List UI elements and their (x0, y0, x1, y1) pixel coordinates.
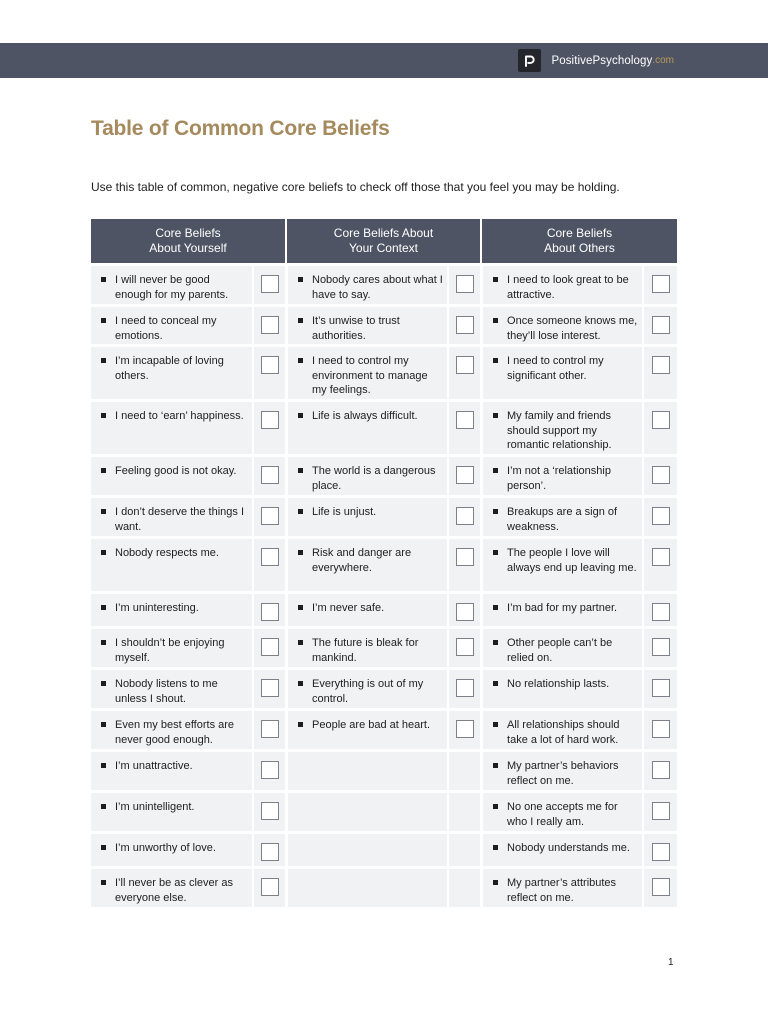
table-row (91, 498, 677, 536)
checkbox-cell (449, 711, 480, 749)
checkbox-cell (254, 594, 285, 626)
column-header-line: Core Beliefs About (333, 226, 434, 240)
bullet-icon (298, 722, 303, 727)
table-row (91, 307, 677, 344)
belief-checkbox[interactable] (261, 843, 279, 861)
bullet-icon (493, 509, 498, 514)
belief-text: I need to look great to be attractive. (507, 274, 629, 301)
checkbox-cell (254, 834, 285, 866)
belief-checkbox[interactable] (456, 275, 474, 293)
belief-cell (483, 752, 642, 790)
checkbox-cell (644, 670, 677, 708)
checkbox-cell (449, 457, 480, 495)
bullet-icon (101, 845, 106, 850)
bullet-icon (298, 605, 303, 610)
checkbox-cell (254, 752, 285, 790)
bullet-icon (298, 468, 303, 473)
belief-cell (483, 834, 642, 866)
belief-checkbox[interactable] (652, 843, 670, 861)
belief-text: Life is unjust. (312, 506, 377, 518)
belief-text: I’m bad for my partner. (507, 602, 618, 614)
belief-checkbox[interactable] (261, 411, 279, 429)
belief-checkbox[interactable] (456, 638, 474, 656)
checkbox-cell (644, 457, 677, 495)
bullet-icon (493, 468, 498, 473)
p-logo-icon (522, 53, 537, 68)
belief-checkbox[interactable] (456, 507, 474, 525)
checkbox-cell (644, 307, 677, 344)
bullet-icon (101, 277, 106, 282)
belief-cell (483, 498, 642, 536)
checkbox-cell (449, 498, 480, 536)
belief-text: I don’t deserve the things I want. (115, 506, 245, 533)
belief-cell (288, 498, 447, 536)
table-row (91, 402, 677, 454)
belief-cell (483, 629, 642, 667)
bullet-icon (298, 640, 303, 645)
column-header-line: About Yourself (149, 241, 227, 255)
page-number: 1 (668, 957, 674, 968)
checkbox-cell (449, 266, 480, 304)
belief-text: I’m unworthy of love. (115, 842, 216, 854)
belief-checkbox[interactable] (652, 507, 670, 525)
column-header-context (287, 219, 480, 263)
belief-text: I will never be good enough for my parents. (115, 274, 229, 301)
table-row (91, 711, 677, 749)
belief-checkbox[interactable] (261, 603, 279, 621)
belief-text: Nobody respects me. (115, 547, 219, 559)
belief-cell (91, 752, 252, 790)
belief-text: It’s unwise to trust authorities. (312, 315, 400, 342)
belief-checkbox[interactable] (261, 507, 279, 525)
bullet-icon (101, 640, 106, 645)
belief-text: All relationships should take a lot of hard work. (507, 719, 620, 746)
belief-text: Breakups are a sign of weakness. (507, 506, 618, 533)
checkbox-cell (644, 266, 677, 304)
table-row (91, 539, 677, 591)
checkbox-cell (449, 752, 480, 790)
bullet-icon (101, 681, 106, 686)
brand (518, 49, 674, 72)
bullet-icon (493, 722, 498, 727)
belief-cell (288, 307, 447, 344)
intro-text: Use this table of common, negative core beliefs to check off those that you feel you may be holding. (91, 180, 620, 194)
belief-cell (483, 266, 642, 304)
belief-checkbox[interactable] (652, 411, 670, 429)
belief-checkbox[interactable] (652, 802, 670, 820)
belief-cell (288, 594, 447, 626)
belief-checkbox[interactable] (652, 275, 670, 293)
column-header-line: Your Context (349, 241, 418, 255)
checkbox-cell (644, 752, 677, 790)
bullet-icon (101, 358, 106, 363)
table-row (91, 793, 677, 831)
belief-checkbox[interactable] (261, 679, 279, 697)
belief-cell (288, 793, 447, 831)
checkbox-cell (644, 402, 677, 454)
belief-text: My partner’s behaviors reflect on me. (507, 760, 619, 787)
checkbox-cell (644, 594, 677, 626)
checkbox-cell (644, 869, 677, 907)
belief-text: Feeling good is not okay. (115, 465, 237, 477)
brand-logo-icon (518, 49, 541, 72)
belief-cell (91, 834, 252, 866)
bullet-icon (298, 318, 303, 323)
belief-cell (483, 539, 642, 591)
checkbox-cell (254, 402, 285, 454)
belief-text: I’m not a ‘relationship person’. (507, 465, 611, 492)
belief-checkbox[interactable] (652, 603, 670, 621)
belief-text: I need to control my significant other. (507, 355, 604, 382)
belief-checkbox[interactable] (456, 679, 474, 697)
checkbox-cell (254, 711, 285, 749)
belief-cell (483, 457, 642, 495)
belief-text: Nobody understands me. (507, 842, 630, 854)
checkbox-cell (254, 498, 285, 536)
belief-checkbox[interactable] (652, 466, 670, 484)
belief-text: Life is always difficult. (312, 410, 418, 422)
top-bar (0, 43, 768, 78)
belief-cell (483, 869, 642, 907)
checkbox-cell (644, 711, 677, 749)
table-row (91, 869, 677, 907)
bullet-icon (101, 318, 106, 323)
belief-checkbox[interactable] (456, 548, 474, 566)
belief-text: Even my best efforts are never good enough. (115, 719, 235, 746)
belief-cell (91, 307, 252, 344)
belief-cell (288, 347, 447, 399)
belief-checkbox[interactable] (652, 679, 670, 697)
checkbox-cell (254, 307, 285, 344)
belief-checkbox[interactable] (652, 316, 670, 334)
bullet-icon (493, 318, 498, 323)
belief-text: My partner’s attributes reflect on me. (507, 877, 617, 904)
bullet-icon (493, 845, 498, 850)
belief-checkbox[interactable] (652, 638, 670, 656)
bullet-icon (493, 358, 498, 363)
belief-text: I’ll never be as clever as everyone else. (115, 877, 233, 904)
belief-checkbox[interactable] (261, 356, 279, 374)
belief-cell (91, 594, 252, 626)
checkbox-cell (644, 347, 677, 399)
belief-text: The future is bleak for mankind. (312, 637, 419, 664)
belief-text: I’m incapable of loving others. (115, 355, 224, 382)
belief-text: Nobody cares about what I have to say. (312, 274, 443, 301)
belief-cell (91, 498, 252, 536)
checkbox-cell (254, 793, 285, 831)
checkbox-cell (449, 347, 480, 399)
belief-cell (483, 711, 642, 749)
checkbox-cell (254, 869, 285, 907)
bullet-icon (493, 640, 498, 645)
belief-checkbox[interactable] (261, 548, 279, 566)
table-header (91, 219, 677, 263)
table-row (91, 834, 677, 866)
checkbox-cell (449, 307, 480, 344)
column-header-yourself (91, 219, 285, 263)
belief-checkbox[interactable] (456, 356, 474, 374)
column-header-others (482, 219, 677, 263)
table-body (91, 266, 677, 907)
bullet-icon (493, 277, 498, 282)
belief-checkbox[interactable] (261, 720, 279, 738)
bullet-icon (101, 413, 106, 418)
belief-cell (483, 594, 642, 626)
belief-checkbox[interactable] (456, 720, 474, 738)
bullet-icon (101, 509, 106, 514)
bullet-icon (101, 550, 106, 555)
column-header-line: Core Beliefs (155, 226, 221, 240)
bullet-icon (298, 413, 303, 418)
belief-text: Everything is out of my control. (312, 678, 424, 705)
belief-cell (288, 711, 447, 749)
bullet-icon (493, 763, 498, 768)
bullet-icon (101, 880, 106, 885)
bullet-icon (298, 550, 303, 555)
belief-text: I’m uninteresting. (115, 602, 199, 614)
page-title: Table of Common Core Beliefs (91, 117, 390, 140)
checkbox-cell (449, 834, 480, 866)
belief-text: The world is a dangerous place. (312, 465, 436, 492)
belief-cell (483, 307, 642, 344)
belief-cell (288, 869, 447, 907)
checkbox-cell (449, 869, 480, 907)
brand-tld: .com (652, 55, 674, 66)
belief-text: No relationship lasts. (507, 678, 610, 690)
table-row (91, 629, 677, 667)
belief-cell (91, 347, 252, 399)
bullet-icon (298, 681, 303, 686)
belief-cell (91, 629, 252, 667)
belief-text: I’m never safe. (312, 602, 385, 614)
checkbox-cell (254, 629, 285, 667)
belief-checkbox[interactable] (261, 275, 279, 293)
belief-cell (91, 869, 252, 907)
belief-checkbox[interactable] (261, 316, 279, 334)
belief-cell (288, 629, 447, 667)
bullet-icon (101, 605, 106, 610)
belief-text: Other people can’t be relied on. (507, 637, 613, 664)
table-row (91, 670, 677, 708)
belief-cell (483, 670, 642, 708)
bullet-icon (493, 880, 498, 885)
belief-checkbox[interactable] (652, 761, 670, 779)
belief-cell (288, 834, 447, 866)
table-row (91, 347, 677, 399)
belief-cell (288, 752, 447, 790)
belief-checkbox[interactable] (456, 603, 474, 621)
belief-checkbox[interactable] (261, 638, 279, 656)
belief-text: My family and friends should support my romantic relationship. (507, 410, 612, 451)
column-header-line: About Others (544, 241, 615, 255)
checkbox-cell (449, 670, 480, 708)
belief-text: I need to conceal my emotions. (115, 315, 217, 342)
checkbox-cell (254, 457, 285, 495)
checkbox-cell (254, 347, 285, 399)
belief-text: I need to control my environment to manage my feelings. (312, 355, 428, 396)
belief-checkbox[interactable] (652, 720, 670, 738)
belief-checkbox[interactable] (652, 548, 670, 566)
checkbox-cell (644, 793, 677, 831)
belief-cell (91, 266, 252, 304)
belief-checkbox[interactable] (261, 878, 279, 896)
checkbox-cell (254, 539, 285, 591)
belief-cell (91, 711, 252, 749)
table-row (91, 457, 677, 495)
belief-checkbox[interactable] (261, 761, 279, 779)
belief-cell (288, 402, 447, 454)
bullet-icon (298, 277, 303, 282)
bullet-icon (101, 763, 106, 768)
belief-cell (91, 793, 252, 831)
table-row (91, 594, 677, 626)
column-header-line: Core Beliefs (546, 226, 613, 240)
belief-cell (288, 266, 447, 304)
belief-cell (288, 670, 447, 708)
belief-cell (483, 347, 642, 399)
belief-cell (91, 539, 252, 591)
checkbox-cell (449, 402, 480, 454)
belief-text: Nobody listens to me unless I shout. (115, 678, 218, 705)
belief-checkbox[interactable] (456, 466, 474, 484)
belief-cell (483, 793, 642, 831)
belief-text: I’m unattractive. (115, 760, 193, 772)
belief-text: No one accepts me for who I really am. (507, 801, 618, 828)
table-row (91, 752, 677, 790)
bullet-icon (493, 413, 498, 418)
belief-text: Once someone knows me, they’ll lose interest. (507, 315, 638, 342)
belief-text: I’m unintelligent. (115, 801, 195, 813)
checkbox-cell (644, 539, 677, 591)
belief-cell (288, 539, 447, 591)
belief-checkbox[interactable] (652, 878, 670, 896)
checkbox-cell (449, 539, 480, 591)
belief-cell (91, 402, 252, 454)
checkbox-cell (254, 670, 285, 708)
table-row (91, 266, 677, 304)
bullet-icon (298, 509, 303, 514)
checkbox-cell (449, 793, 480, 831)
bullet-icon (101, 722, 106, 727)
belief-text: I shouldn’t be enjoying myself. (115, 637, 225, 664)
checkbox-cell (644, 834, 677, 866)
checkbox-cell (449, 629, 480, 667)
bullet-icon (493, 681, 498, 686)
checkbox-cell (644, 498, 677, 536)
belief-checkbox[interactable] (456, 411, 474, 429)
bullet-icon (101, 468, 106, 473)
bullet-icon (493, 550, 498, 555)
belief-text: People are bad at heart. (312, 719, 431, 731)
bullet-icon (298, 358, 303, 363)
belief-checkbox[interactable] (261, 466, 279, 484)
belief-checkbox[interactable] (456, 316, 474, 334)
belief-text: I need to ‘earn’ happiness. (115, 410, 244, 422)
checkbox-cell (449, 594, 480, 626)
belief-text: The people I love will always end up leaving me. (507, 547, 637, 574)
belief-cell (483, 402, 642, 454)
bullet-icon (493, 804, 498, 809)
checkbox-cell (644, 629, 677, 667)
belief-cell (91, 457, 252, 495)
belief-checkbox[interactable] (652, 356, 670, 374)
brand-name: PositivePsychology (551, 54, 653, 67)
bullet-icon (493, 605, 498, 610)
checkbox-cell (254, 266, 285, 304)
belief-cell (91, 670, 252, 708)
belief-cell (288, 457, 447, 495)
bullet-icon (101, 804, 106, 809)
belief-text: Risk and danger are everywhere. (312, 547, 412, 574)
belief-checkbox[interactable] (261, 802, 279, 820)
core-beliefs-table (91, 219, 677, 907)
